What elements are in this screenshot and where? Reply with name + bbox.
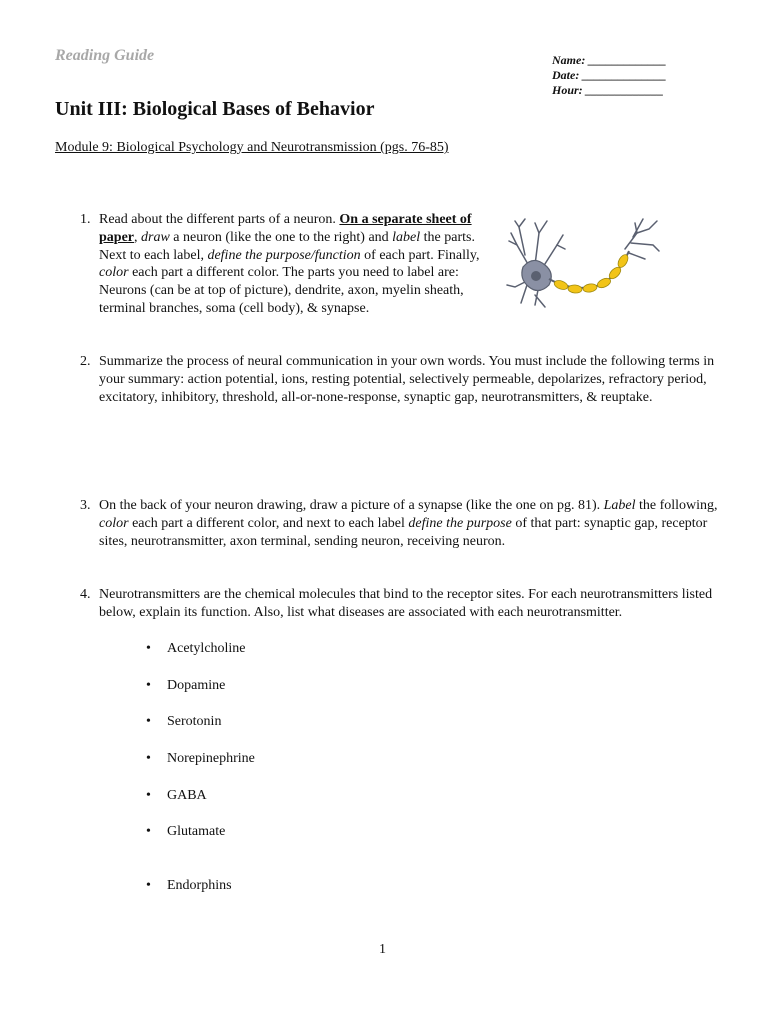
neurotransmitter-label: Dopamine	[167, 678, 226, 693]
bullet-icon: •	[146, 824, 151, 839]
bullet-icon: •	[146, 678, 151, 693]
question-number: 1.	[80, 212, 91, 227]
question-text: On the back of your neuron drawing, draw a picture of a synapse (like the one on pg. 81). Label the following, color each part a different color, and next to each label define the purpose of that part: synaptic gap, receptor sites, neurotransmitter, axon terminal, sending neuron, receiving neuron.	[99, 498, 718, 549]
neurotransmitter-label: Acetylcholine	[167, 641, 246, 656]
neuron-illustration	[505, 215, 660, 310]
module-title: Module 9: Biological Psychology and Neurotransmission (pgs. 76-85)	[55, 140, 449, 155]
question-text: Neurotransmitters are the chemical molecules that bind to the receptor sites. For each neurotransmitters listed below, explain its function. Also, list what diseases are associated with each neurotransmitter.	[99, 587, 713, 620]
unit-title: Unit III: Biological Bases of Behavior	[55, 98, 375, 120]
question-text: Read about the different parts of a neuron. On a separate sheet of paper, draw a neuron (like the one to the right) and label the parts. Next to each label, define the purpose/function of each part. Finally, color each part a different color. The parts you need to label are: Neurons (can be at top of picture), dendrite, axon, myelin sheath, terminal branches, soma (cell body), & synapse.	[99, 212, 480, 316]
name-line: Name: _____________	[552, 53, 667, 67]
bullet-icon: •	[146, 751, 151, 766]
question-4	[80, 586, 720, 646]
question-number: 2.	[80, 354, 91, 369]
bullet-icon: •	[146, 788, 151, 803]
hour-line: Hour: _____________	[552, 83, 664, 97]
neurotransmitter-label: Endorphins	[167, 878, 232, 893]
neurotransmitter-label: GABA	[167, 788, 207, 803]
bullet-icon: •	[146, 714, 151, 729]
neurotransmitter-label: Glutamate	[167, 824, 226, 839]
question-number: 4.	[80, 587, 91, 602]
question-2	[80, 353, 720, 433]
question-text: Summarize the process of neural communication in your own words. You must include the following terms in your summary: action potential, ions, resting potential, selectively permeable, depolarizes, refractory period, excitatory, inhibitory, threshold, all-or-none-response, synaptic gap, neurotransmitters, & reuptake.	[99, 354, 715, 405]
bullet-icon: •	[146, 878, 151, 893]
question-number: 3.	[80, 498, 91, 513]
question-3	[80, 497, 720, 557]
neurotransmitter-label: Serotonin	[167, 714, 222, 729]
student-info-block	[552, 53, 666, 98]
neurotransmitter-label: Norepinephrine	[167, 751, 255, 766]
date-line: Date: ______________	[552, 68, 667, 82]
page-number: 1	[379, 942, 386, 957]
bullet-icon: •	[146, 641, 151, 656]
question-1	[80, 211, 490, 341]
reading-guide-label: Reading Guide	[55, 47, 155, 64]
